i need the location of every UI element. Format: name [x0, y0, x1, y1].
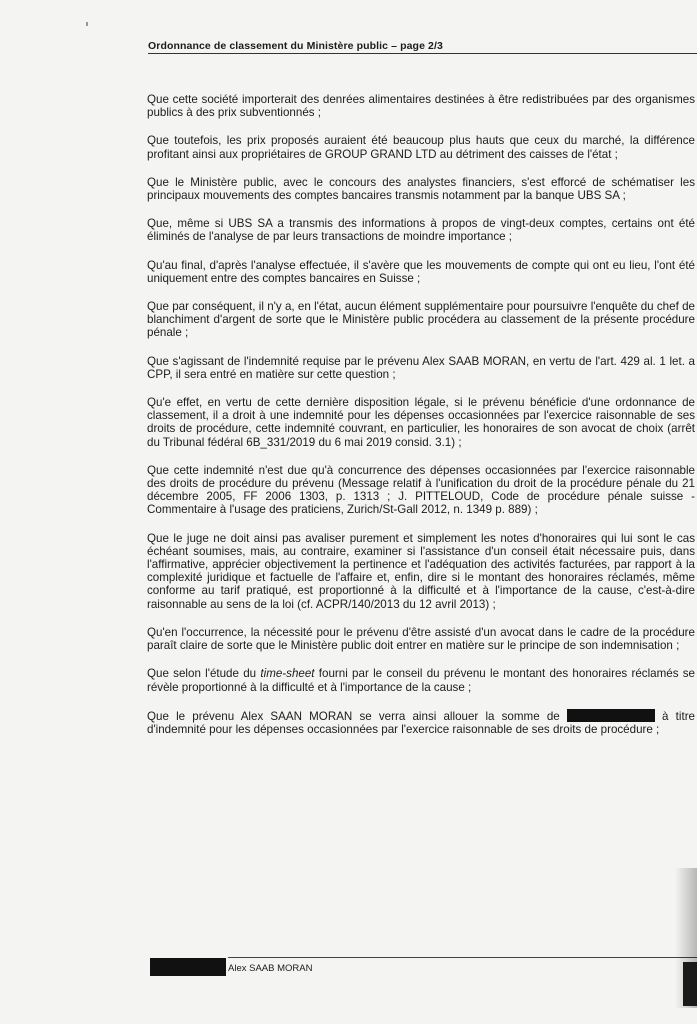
footer-name: Alex SAAB MORAN	[228, 963, 313, 974]
page-footer	[150, 958, 312, 976]
paragraph: Que cette société importerait des denrées alimentaires destinées à être redistribuées par des organismes publics à des prix subventionnés ;	[147, 93, 695, 120]
paragraph: Que cette indemnité n'est due qu'à concurrence des dépenses occasionnées par l'exercice raisonnable des droits de procédure du prévenu (Message relatif à l'unification du droit de la procédure pénale du 21 décembre 2005, FF 2006 1303, p. 1313 ; J. PITTELOUD, Code de procédure pénale suisse - Commentaire à l'usage des praticiens, Zurich/St-Gall 2012, n. 1349 p. 889) ;	[147, 463, 695, 517]
timesheet-paragraph	[147, 667, 695, 693]
paragraph: Que s'agissant de l'indemnité requise par le prévenu Alex SAAB MORAN, en vertu de l'art. 429 al. 1 let. a CPP, il sera entré en matière sur cette question ;	[147, 354, 695, 381]
paragraph: Qu'e effet, en vertu de cette dernière disposition légale, si le prévenu bénéficie d'une ordonnance de classement, il a droit à une indemnité pour les dépenses occasionnées par l'exercice raisonnable de ses droits de procédure, cette indemnité couvrant, en particulier, les honoraires de son avocat de choix (arrêt du Tribunal fédéral 6B_331/2019 du 6 mai 2019 consid. 3.1) ;	[147, 396, 695, 449]
timesheet-text-after: fourni par le conseil du prévenu le montant des honoraires réclamés se révèle proportionné à la difficulté et à l'importance de la cause ;	[147, 667, 696, 694]
scan-edge-block	[683, 962, 697, 1006]
paragraph: Que, même si UBS SA a transmis des informations à propos de vingt-deux comptes, certains ont été éliminés de l'analyse de par leurs transactions de moindre importance ;	[147, 217, 695, 244]
paragraph: Que toutefois, les prix proposés auraient été beaucoup plus hauts que ceux du marché, la différence profitant ainsi aux propriétaires de GROUP GRAND LTD au détriment des caisses de l'état ;	[147, 134, 695, 161]
allocation-text-before: Que le prévenu Alex SAAN MORAN se verra ainsi allouer la somme de	[147, 709, 567, 723]
timesheet-italic: time-sheet	[260, 667, 315, 681]
header-rule	[148, 53, 697, 54]
allocation-text-after: à titre d'indemnité pour les dépenses occasionnées par l'exercice raisonnable de ses droits de procédure ;	[147, 709, 695, 736]
redacted-amount	[567, 709, 655, 722]
paragraph: Que le Ministère public, avec le concours des analystes financiers, s'est efforcé de schématiser les principaux mouvements des comptes bancaires transmis notamment par la banque UBS SA ;	[147, 175, 695, 203]
document-body	[147, 93, 695, 751]
paragraph: Que par conséquent, il n'y a, en l'état, aucun élément supplémentaire pour poursuivre l'enquête du chef de blanchiment d'argent de sorte que le Ministère public procédera au classement de la présente procédure pénale ;	[147, 300, 695, 340]
allocation-paragraph	[147, 709, 695, 736]
paragraph: Qu'au final, d'après l'analyse effectuée, il s'avère que les mouvements de compte qui ont eu lieu, l'ont été uniquement entre des comptes bancaires en Suisse ;	[147, 258, 695, 285]
scan-speck	[86, 22, 88, 26]
page-header: Ordonnance de classement du Ministère public – page 2/3	[148, 40, 443, 52]
redacted-footer-block	[150, 958, 226, 976]
paragraph: Qu'en l'occurrence, la nécessité pour le prévenu d'être assisté d'un avocat dans le cadre de la procédure paraît claire de sorte que le Ministère public doit entrer en matière sur le principe de son indemnisation ;	[147, 625, 695, 653]
paragraph: Que le juge ne doit ainsi pas avaliser purement et simplement les notes d'honoraires qui lui sont le cas échéant soumises, mais, au contraire, examiner si l'assistance d'un conseil était nécessaire puis, dans l'affirmative, apprécier objectivement la pertinence et l'adéquation des activités facturées, par rapport à la complexité juridique et factuelle de l'affaire et, enfin, dire si le montant des honoraires réclamés, même conforme au tarif pratiqué, est proportionné à la difficulté et à l'importance de la cause, c'est-à-dire raisonnable au sens de la loi (cf. ACPR/140/2013 du 12 avril 2013) ;	[147, 531, 695, 611]
timesheet-text-before: Que selon l'étude du	[147, 667, 261, 681]
